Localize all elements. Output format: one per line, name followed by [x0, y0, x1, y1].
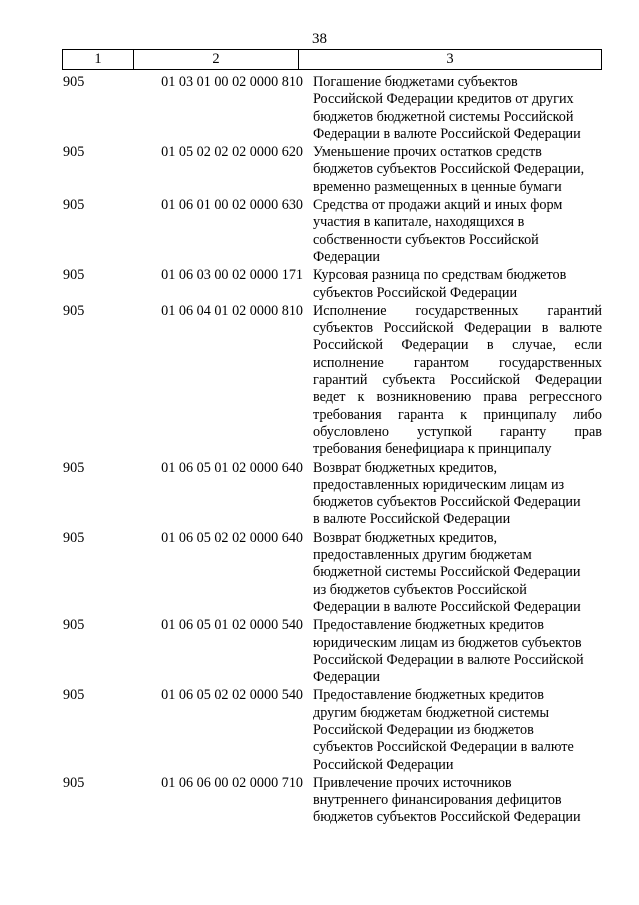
description-line: Федерации в валюте Российской Федерации	[313, 125, 581, 142]
table-row	[62, 775, 602, 827]
description-cell	[303, 687, 602, 773]
description-line: Российской Федерации	[313, 756, 454, 773]
header-row	[63, 50, 602, 70]
description-line: Возврат бюджетных кредитов,	[313, 459, 498, 476]
description-line: субъектов Российской Федерации в валюте	[313, 739, 574, 756]
admin-code-cell: 905	[63, 74, 85, 90]
description-line: Возврат бюджетных кредитов,	[313, 529, 498, 546]
table-row	[62, 144, 602, 196]
description-line: Российской Федерации кредитов от других	[313, 91, 574, 108]
table-row	[62, 617, 602, 686]
table-row	[62, 530, 602, 616]
description-line: Федерации	[313, 669, 381, 686]
description-line: Федерации в валюте Российской Федерации	[313, 598, 581, 615]
table-row	[62, 74, 602, 143]
description-line: Исполнение государственных гарантий	[313, 302, 602, 319]
page-number: 38	[312, 31, 327, 47]
admin-code-cell: 905	[63, 197, 85, 214]
admin-code-cell: 905	[63, 267, 85, 284]
admin-code-cell: 905	[63, 459, 85, 476]
budget-code-cell: 01 06 05 01 02 0000 640	[161, 459, 303, 476]
table-row	[62, 197, 602, 266]
description-line: бюджетов бюджетной системы Российской	[313, 108, 574, 125]
description-cell	[303, 144, 602, 196]
description-cell	[303, 74, 602, 143]
description-line: бюджетов субъектов Российской Федерации	[313, 494, 581, 511]
table-row	[62, 303, 602, 459]
admin-code-cell: 905	[63, 774, 85, 791]
description-line: Привлечение прочих источников	[313, 774, 512, 791]
description-line: другим бюджетам бюджетной системы	[313, 704, 550, 721]
description-line: Федерации	[313, 248, 381, 265]
description-line: обусловлено уступкой гаранту прав	[313, 423, 602, 440]
description-line: бюджетов субъектов Российской Федерации	[313, 809, 581, 826]
table-row	[62, 687, 602, 773]
description-line: субъектов Российской Федерации в валюте	[313, 320, 602, 337]
description-line: собственности субъектов Российской	[313, 231, 539, 248]
table-body	[62, 74, 602, 828]
budget-code-cell: 01 06 05 01 02 0000 540	[161, 617, 303, 634]
description-line: Российской Федерации из бюджетов	[313, 721, 534, 738]
description-cell	[303, 617, 602, 686]
admin-code-cell: 905	[63, 302, 85, 319]
description-cell	[303, 530, 602, 616]
budget-code-cell: 01 05 02 02 02 0000 620	[161, 144, 303, 161]
description-line: Российской Федерации в валюте Российской	[313, 651, 584, 668]
description-line: Предоставление бюджетных кредитов	[313, 617, 544, 634]
description-line: Средства от продажи акций и иных форм	[313, 197, 563, 214]
description-cell	[303, 775, 602, 827]
budget-code-cell: 01 06 01 00 02 0000 630	[161, 197, 303, 214]
description-line: юридическим лицам из бюджетов субъектов	[313, 634, 582, 651]
budget-code-cell: 01 06 05 02 02 0000 640	[161, 529, 303, 546]
description-line: Уменьшение прочих остатков средств	[313, 144, 542, 161]
description-line: Курсовая разница по средствам бюджетов	[313, 267, 567, 284]
description-line: субъектов Российской Федерации	[313, 284, 518, 301]
description-line: Российской Федерации в случае, если	[313, 337, 602, 354]
description-line: бюджетной системы Российской Федерации	[313, 564, 581, 581]
description-line: ведет к возникновению права регрессного	[313, 389, 602, 406]
table-row	[62, 460, 602, 529]
budget-code-cell: 01 06 03 00 02 0000 171	[161, 267, 303, 284]
description-line: требования бенефициара к принципалу	[313, 441, 552, 458]
description-line: Предоставление бюджетных кредитов	[313, 687, 544, 704]
description-line: участия в капитале, находящихся в	[313, 214, 525, 231]
description-line: внутреннего финансирования дефицитов	[313, 792, 562, 809]
description-line: исполнение гарантом государственных	[313, 354, 602, 371]
description-cell	[303, 197, 602, 266]
description-cell	[303, 267, 602, 302]
description-cell	[303, 303, 602, 459]
description-line: из бюджетов субъектов Российской	[313, 581, 527, 598]
admin-code-cell: 905	[63, 529, 85, 546]
admin-code-cell: 905	[63, 617, 85, 634]
header-col-3: 3	[299, 50, 602, 70]
description-line: предоставленных юридическим лицам из	[313, 476, 565, 493]
description-line: Погашение бюджетами субъектов	[313, 74, 518, 90]
admin-code-cell: 905	[63, 144, 85, 161]
description-line: временно размещенных в ценные бумаги	[313, 178, 562, 195]
budget-code-cell: 01 06 04 01 02 0000 810	[161, 302, 303, 319]
header-col-1: 1	[63, 50, 134, 70]
description-line: гарантий субъекта Российской Федерации	[313, 372, 602, 389]
description-line: в валюте Российской Федерации	[313, 511, 511, 528]
admin-code-cell: 905	[63, 687, 85, 704]
header-col-2: 2	[134, 50, 299, 70]
table-row	[62, 267, 602, 302]
budget-code-cell: 01 06 06 00 02 0000 710	[161, 774, 303, 791]
description-line: требования гаранта к принципалу либо	[313, 406, 602, 423]
table-header	[62, 49, 602, 70]
description-cell	[303, 460, 602, 529]
description-line: предоставленных другим бюджетам	[313, 547, 532, 564]
budget-code-cell: 01 06 05 02 02 0000 540	[161, 687, 303, 704]
budget-code-cell: 01 03 01 00 02 0000 810	[161, 74, 303, 90]
description-line: бюджетов субъектов Российской Федерации,	[313, 161, 585, 178]
